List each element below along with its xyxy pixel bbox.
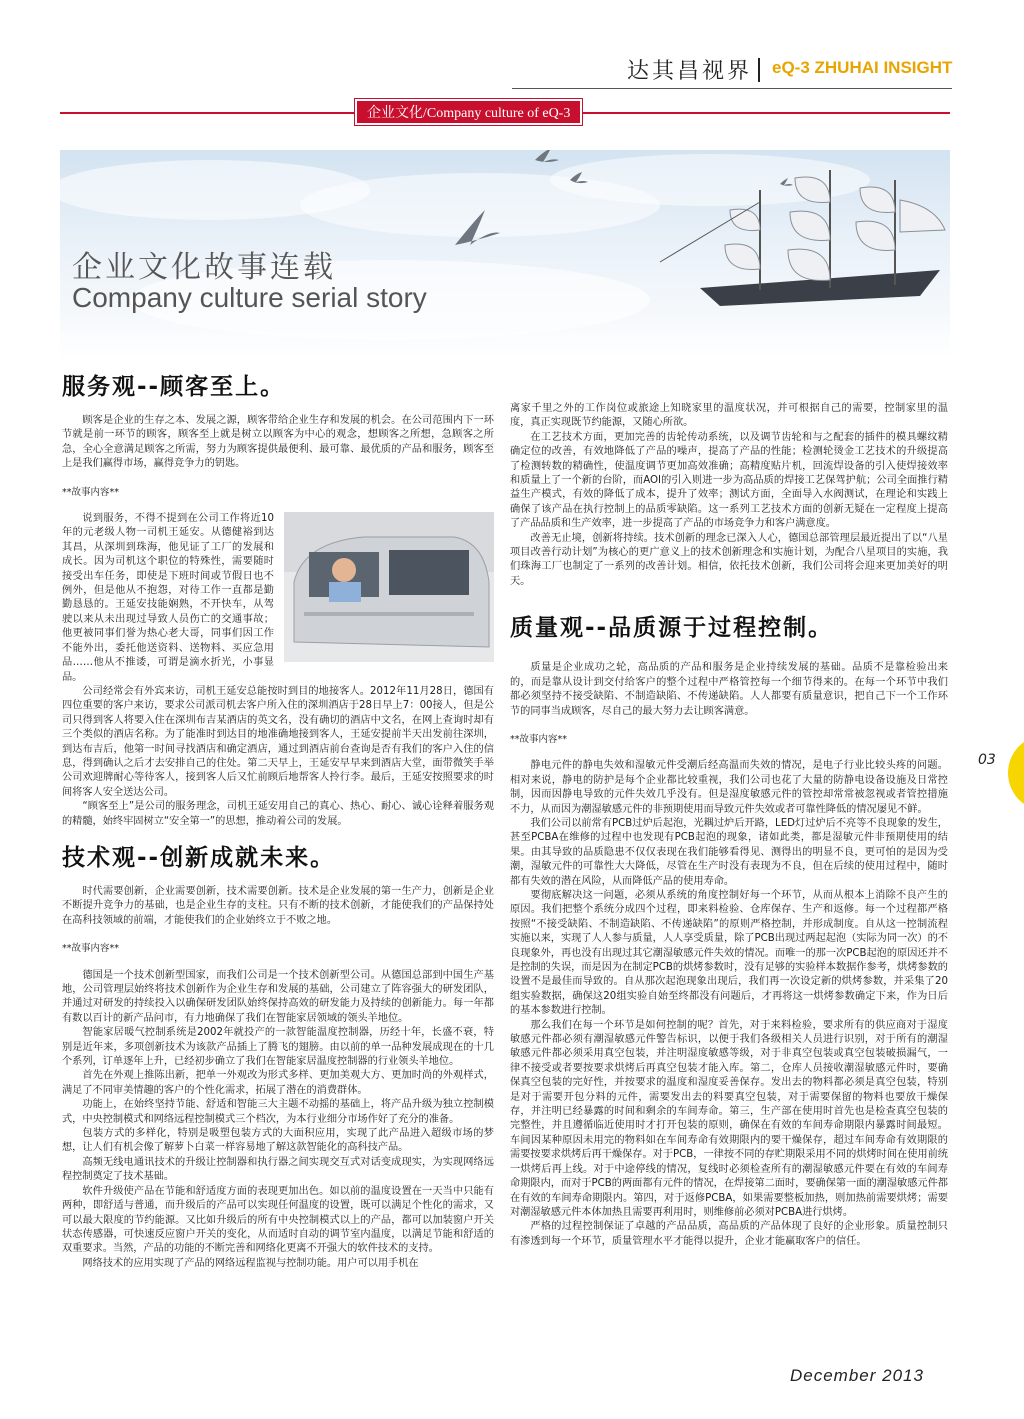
section-label: 企业文化/Company culture of eQ-3: [355, 99, 582, 125]
tech-intro: 时代需要创新，企业需要创新，技术需要创新。技术是企业发展的第一生产力，创新是企业不断提升竞争力的基础，也是企业生存的支柱。只有不断的技术创新，才能使我们的产品保持处在高科技领域的前端，才能使我们的企业始终立于不败之地。: [62, 885, 494, 926]
service-story-p3: “顾客至上”是公司的服务理念，司机王延安用自己的真心、热心、耐心、诚心诠释着服务观的精髓，始终牢固树立“安全第一”的思想，推动着公司的发展。: [62, 801, 494, 827]
service-story-p2: 公司经常会有外宾来访，司机王延安总能按时到目的地接客人。2012年11月28日，德国有四位重要的客户来访，要求公司派司机去客户所入住的深圳酒店于28日早上7：00接人，但是公司只得到客人将要入住在深圳布吉某酒店的英文名，没有确切的酒店中文名，在网上查询时却有三个类似的酒店名称。为了能准时到达目的地准确地接到客人，王延安提前半天出发前往深圳，到达布吉后，他第一时间寻找酒店和确定酒店，通过到酒店前台查询是否有我们的客户入住的信息，得到确认之后才去安排自己的住处。第二天早上，王延安早早来到酒店大堂，面带微笑手举公司欢迎牌耐心等待客人，接到客人后又忙前顾后地帮客人拎行李。最后，王延安按照要求的时间将客人安全送达公司。: [62, 685, 494, 798]
driver-car-photo: [284, 512, 494, 662]
tech-para: 包装方式的多样化，特别是吸塑包装方式的大面积应用，实现了此产品进入超级市场的梦想，让人们有机会像了解萝卜白菜一样容易地了解这款智能化的高科技产品。: [62, 1128, 494, 1154]
service-story-p1: 说到服务，不得不提到在公司工作将近10年的元老级人物一司机王延安。从德健裕到达其昌，从深圳到珠海，他见证了工厂的发展和成长。因为司机这个职位的特殊性，需要随时接受出车任务，即使是下班时间或节假日也不例外，但是他从不抱怨，对待工作一直都是勤勤恳恳的。王延安技能娴熟，不开快车，从驾驶以来从未出现过导致人员伤亡的交通事故；他更被同事们誉为热心老大哥，同事们因工作不能外出，委托他送资料、送物料、买应急用品……他从不推诿，可谓是滴水折光，小事显品。: [62, 513, 274, 683]
quality-para: 要彻底解决这一问题，必须从系统的角度控制好每一个环节，从而从根本上消除不良产生的原因。我们把整个系统分成四个过程，即来料检验、仓库保存、生产和返修。每一个过程都严格按照“不接受缺陷、不制造缺陷、不传递缺陷”的原则严格控制，并形成制度。自从这一控制流程实施以来，实现了人人参与质量，人人享受质量，除了PCB出现过两起起泡（实际为同一次）的不良现象外，再也没有出现过其它潮湿敏感元件失效的情况。而唯一的那一次PCB起泡的原因还并不是控制的失误，而是因为在制定PCB的烘烤参数时，没有足够的实验样本数据作参考，烘烤参数的设置不是最佳而导致的。自从那次起泡现象出现后，我们再一次设定新的烘烤参数，并采集了20组实验数据，确保这20组实验自始至终都没有问题后，才再将这一烘烤参数确定下来，作为日后的基本参数进行控制。: [510, 889, 948, 1017]
story-label: **故事内容**: [510, 733, 568, 745]
banner-image: [60, 150, 950, 360]
masthead: [0, 52, 1024, 86]
quality-para: 我们公司以前常有PCB过炉后起泡，光耦过炉后开路，LED灯过炉后不亮等不良现象的发生，甚至PCBA在维修的过程中也发现有PCB起泡的现象，诸如此类，都是湿敏元件非预期使用的结果。由其导致的品质隐患不仅仅表现在我们能够看得见、测得出的明显不良，更可怕的是因为受潮，湿敏元件的可靠性大大降低，尽管在生产时没有表现为不良，但在后续的使用过程中，随时都有失效的潜在风险，从而降低产品的使用寿命。: [510, 817, 948, 887]
tech-para: 首先在外观上推陈出新，把单一外观改为形式多样、更加美观大方、更加时尚的外观样式，满足了不同审美情趣的客户的个性化需求，拓展了潜在的消费群体。: [62, 1070, 494, 1096]
quality-para: 严格的过程控制保证了卓越的产品品质，高品质的产品体现了良好的企业形象。质量控制只有渗透到每一个环节，质量管理水平才能得以提升，企业才能赢取客户的信任。: [510, 1221, 948, 1247]
header-rule: [512, 88, 952, 89]
page-tab: [1008, 735, 1024, 811]
tech-para: 德国是一个技术创新型国家，而我们公司是一个技术创新型公司。从德国总部到中国生产基地，公司管理层始终将技术创新作为企业生存和发展的基础，公司建立了阵容强大的研发团队，并通过对研发的持续投入以确保研发团队始终保持高效的研发能力及持续的创新能力。每一年都有数以百计的新产品问市，有力地确保了我们在智能家居领域的领头羊地位。: [62, 969, 494, 1024]
tech-para: 高频无线电通讯技术的升级让控制器和执行器之间实现交互式对话变成现实，为实现网络远程控制奠定了技术基础。: [62, 1156, 494, 1183]
section-band: [0, 98, 1024, 126]
tech-cont-para: 离家千里之外的工作岗位或旅途上知晓家里的温度状况，并可根据自己的需要，控制家里的温度，真正实现既节约能源，又随心所欲。: [510, 403, 948, 429]
brand-separator: [758, 58, 760, 82]
story-label: **故事内容**: [62, 486, 120, 498]
tech-para: 功能上，在始终坚持节能、舒适和智能三大主题不动摇的基础上，将产品升级为独立控制模式，中央控制模式和网络远程控制模式三个档次，为本行业细分市场作好了充分的准备。: [62, 1099, 494, 1125]
quality-intro: 质量是企业成功之轮，高品质的产品和服务是企业持续发展的基础。品质不是靠检验出来的，而是靠从设计到交付给客户的整个过程中严格管控每一个细节得来的。在每一个环节中我们都必须坚持不接受缺陷、不制造缺陷、不传递缺陷。人人都要有质量意识，把自己下一个工作环节的同事当成顾客，尽自己的最大努力去让顾客满意。: [510, 662, 948, 717]
section-heading-tech: 技术观--创新成就未来。: [62, 844, 336, 871]
quality-para: 静电元件的静电失效和湿敏元件受潮后经高温而失效的情况，是电子行业比较头疼的问题。相对来说，静电的防护是每个企业都比较重视，我们公司也花了大量的防静电设备设施及日常控制，因而因静电导致的元件失效几乎没有。但是湿度敏感元件的管控却常常被忽视或者管控措施不力，从而因为潮湿敏感元件的非预期使用而导致元件失效或者可靠性降低的情况屡见不鲜。: [510, 760, 948, 815]
brand-cn: 达其昌视界: [626, 59, 752, 84]
banner-title-en: Company culture serial story: [72, 282, 427, 313]
quality-para: 那么我们在每一个环节是如何控制的呢？首先，对于来料检验，要求所有的供应商对于湿度敏感元件都必须有潮湿敏感元件警告标识，以便于我们各级相关人员进行识别，对于所有的潮湿敏感元件都必须采用真空包装，并注明湿度敏感等级，对于非真空包装或真空包装破损漏气，一律不接受或者要按要求烘烤后再真空包装才能入库。第二，仓库人员接收潮湿敏感元件时，要确保真空包装的完好性，并按要求的温度和湿度妥善保存。发出去的物料都必须是真空包装，特别是对于需要开包分料的元件，需要发出去的料要真空包装，对于需要保留的物料也要放干燥保存，并注明已经暴露的时间和剩余的车间寿命。第三，生产部在使用时首先也是检查真空包装的完整性，并且遵循临近使用时才打开包装的原则，确保在有效的车间寿命期限内暴露时间最短。车间因某种原因未用完的物料如在车间寿命有效期限内的要干燥保存，超过车间寿命有效期限的需要按要求烘烤后再干燥保存。对于PCB，一律按不同的存贮期限采用不同的烘烤时间在使用前统一烘烤后再上线。对于中途停线的情况，复线时必须检查所有的潮湿敏感元件要在有效的车间寿命期限内，而对于PCB的两面都有元件的情况，在焊接第二面时，要确保第一面的潮湿敏感元件都在有效的车间寿命期限内。第四，对于返修PCBA，如果需要整板加热，则加热前需要烘烤；需要对潮湿敏感元件本体加热且需要再利用时，则维修前必须对PCBA进行烘烤。: [510, 1019, 948, 1218]
right-column: [510, 402, 948, 1352]
tech-para: 网络技术的应用实现了产品的网络远程监视与控制功能。用户可以用手机在: [82, 1257, 419, 1269]
tech-cont-para: 改善无止境，创新将持续。技术创新的理念已深入人心，德国总部管理层最近提出了以“八星项目改善行动计划”为核心的更广意义上的技术创新理念和实施计划，为配合八星项目的实施，我们珠海工厂也制定了一系列的改善计划。相信，依托技术创新，我们公司将会迎来更加美好的明天。: [510, 532, 948, 587]
seagull-icon: [535, 150, 559, 162]
section-heading-service: 服务观--顾客至上。: [62, 374, 286, 400]
brand-en: eQ-3 ZHUHAI INSIGHT: [772, 58, 953, 77]
banner-title-cn: 企业文化故事连载: [72, 250, 336, 285]
section-heading-quality: 质量观--品质源于过程控制。: [510, 615, 834, 642]
left-column: [62, 372, 494, 1352]
tech-para: 软件升级使产品在节能和舒适度方面的表现更加出色。如以前的温度设置在一天当中只能有两种，即舒适与普通，而升级后的产品可以实现任何温度的设置，既可以满足个性化的需求，又可以最大限度的节约能源。又比如升级后的所有中央控制模式以上的产品，都可以加装窗户开关状态传感器，可快速反应窗户开关的变化，从而适时自动的调节室内温度，以满足节能和舒适的双重要求。当然，产品的功能的不断完善和网络化更离不开强大的软件技术的支持。: [62, 1185, 494, 1255]
tech-para: 智能家居暖气控制系统是2002年就投产的一款智能温度控制器，历经十年，长盛不衰，特别是近年来，多项创新技术为该款产品插上了腾飞的翅膀。由以前的单一品种发展成现在的十几个系列，订单逐年上升，已经初步确立了我们在智能家居温度控制器的行业领头羊地位。: [62, 1027, 494, 1068]
service-intro: 顾客是企业的生存之本、发展之源，顾客带给企业生存和发展的机会。在公司范围内下一环节就是前一环节的顾客，顾客至上就是树立以顾客为中心的观念，想顾客之所想，急顾客之所急，全心全意满足顾客之所需，努力为顾客提供最便利、最可靠、最优质的产品和服务，顾客至上是我们赢得市场，赢得竞争力的钥匙。: [62, 415, 494, 470]
tech-cont-para: 在工艺技术方面，更加完善的齿轮传动系统，以及调节齿轮和与之配套的插件的模具螺纹精确定位的改善，有效地降低了产品的噪声，提高了产品的性能；检测轮烫金工艺技术的升级提高了检测转数的精确性，使温度调节更加高效准确；高精度贴片机，回流焊设备的引入使焊接效率和质量上了一个新的台阶，而AOI的引入则进一步为高品质的焊接工艺保驾护航；公司全面推行精益生产模式，有效的降低了成本，提升了效率；测试方面，全面导入水阀测试，在理论和实践上确保了该产品在执行控制上的品质零缺陷。这一系列工艺技术方面的创新无疑在一定程度上提高了产品品质和生产效率，进一步提高了产品的市场竞争力和客户满意度。: [510, 431, 948, 530]
footer-date: December 2013: [790, 1366, 924, 1385]
page-number: 03: [978, 752, 996, 768]
story-label: **故事内容**: [62, 943, 120, 955]
